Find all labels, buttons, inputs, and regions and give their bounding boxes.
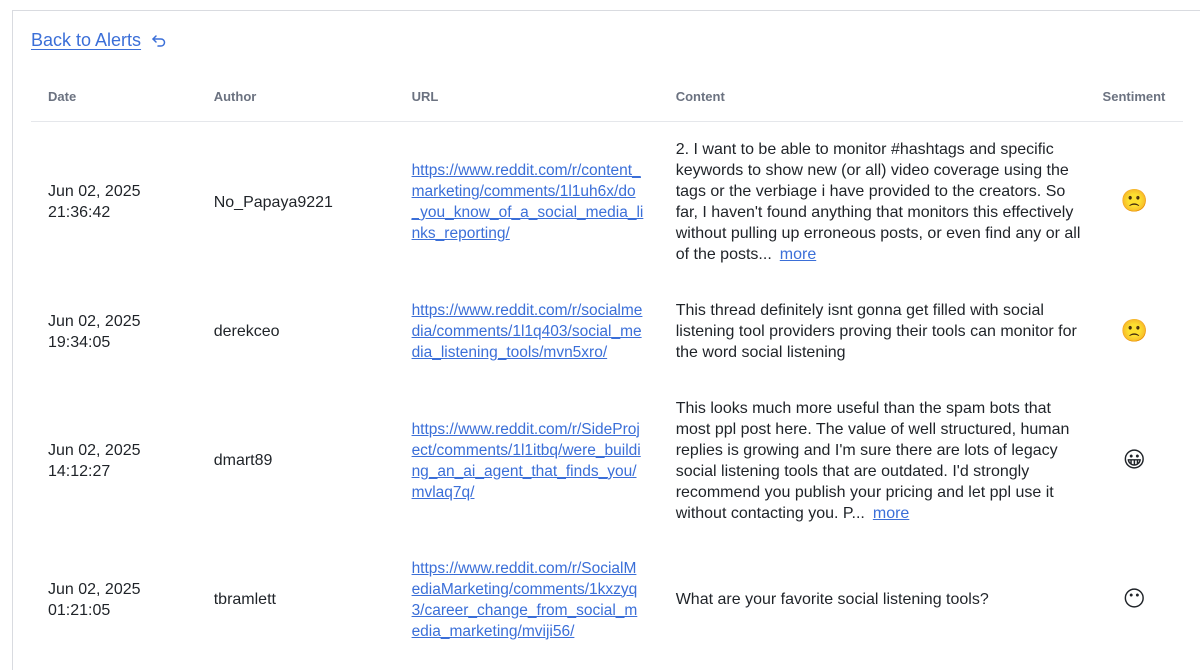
date-cell bbox=[31, 541, 197, 659]
sentiment-cell bbox=[1086, 541, 1183, 659]
author-cell: derekceo bbox=[213, 323, 280, 340]
content-cell bbox=[659, 381, 1086, 541]
back-to-alerts-label[interactable]: Back to Alerts bbox=[31, 30, 142, 50]
content-text: This thread definitely isnt gonna get filled with social listening tool providers proving their tools can monitor for the word social listening bbox=[675, 302, 1077, 361]
more-link[interactable]: more bbox=[872, 504, 910, 522]
date-time: 14:12:27 bbox=[48, 462, 111, 480]
sentiment-frown-icon: 🙁 bbox=[1120, 188, 1148, 214]
url-cell bbox=[395, 381, 659, 541]
more-link[interactable]: more bbox=[779, 246, 817, 264]
sentiment-grin-icon: 😀 bbox=[1122, 446, 1146, 472]
column-header-content: Content bbox=[659, 89, 1086, 122]
sentiment-frown-icon: 🙁 bbox=[1120, 317, 1148, 343]
url-cell bbox=[395, 541, 659, 659]
content-text: This looks much more useful than the spam bots that most ppl post here. The value of well structured, human replies is growing and I'm sure there are lots of legacy social listening tools that are outdated. I'd strongly recommend you publish your pricing and let ppl use it without contacting you. P... bbox=[675, 399, 1070, 522]
date-time: 01:21:05 bbox=[48, 601, 111, 619]
url-cell bbox=[395, 283, 659, 381]
content-text: 2. I want to be able to monitor #hashtags and specific keywords to show new (or all) video coverage using the tags or the verbiage i have provided to the creators. So far, I haven't found anything that monitors this effectively without pulling up erroneous posts, or even find any or all of the posts... bbox=[675, 141, 1081, 264]
date-day: Jun 02, 2025 bbox=[48, 441, 141, 459]
date-time: 19:34:05 bbox=[48, 333, 111, 351]
post-url-link[interactable]: https://www.reddit.com/r/socialmedia/comments/1l1q403/social_media_listening_tools/mvn5xro/ bbox=[411, 302, 643, 361]
column-header-date: Date bbox=[31, 89, 197, 122]
undo-arrow-icon bbox=[151, 33, 167, 49]
alert-detail-panel bbox=[12, 10, 1200, 670]
url-cell bbox=[395, 122, 659, 283]
table-row bbox=[31, 381, 1183, 541]
date-day: Jun 02, 2025 bbox=[48, 580, 141, 598]
post-url-link[interactable]: https://www.reddit.com/r/SocialMediaMarketing/comments/1kxzyq3/career_change_from_social_media_marketing/mviji56/ bbox=[411, 559, 638, 640]
post-url-link[interactable]: https://www.reddit.com/r/SideProject/comments/1l1itbq/were_building_an_ai_agent_that_finds_you/mvlaq7q/ bbox=[411, 420, 641, 501]
column-header-sentiment: Sentiment bbox=[1086, 89, 1183, 122]
date-cell bbox=[31, 381, 197, 541]
post-url-link[interactable]: https://www.reddit.com/r/content_marketing/comments/1l1uh6x/do_you_know_of_a_social_media_links_reporting/ bbox=[411, 162, 644, 243]
date-day: Jun 02, 2025 bbox=[48, 312, 141, 330]
content-cell bbox=[659, 541, 1086, 659]
table-header-row bbox=[31, 89, 1183, 122]
content-cell bbox=[659, 122, 1086, 283]
content-text: What are your favorite social listening tools? bbox=[675, 591, 989, 608]
sentiment-cell bbox=[1086, 283, 1183, 381]
sentiment-cell bbox=[1086, 381, 1183, 541]
date-cell bbox=[31, 283, 197, 381]
table-row bbox=[31, 122, 1183, 283]
date-time: 21:36:42 bbox=[48, 204, 111, 222]
date-day: Jun 02, 2025 bbox=[48, 183, 141, 201]
date-cell bbox=[31, 122, 197, 283]
author-cell: dmart89 bbox=[213, 452, 273, 469]
column-header-url: URL bbox=[395, 89, 659, 122]
back-to-alerts-link[interactable] bbox=[31, 30, 167, 51]
author-cell: tbramlett bbox=[213, 591, 276, 608]
table-row bbox=[31, 283, 1183, 381]
author-cell: No_Papaya9221 bbox=[213, 193, 333, 211]
table-row bbox=[31, 541, 1183, 659]
column-header-author: Author bbox=[197, 89, 395, 122]
content-cell bbox=[659, 283, 1086, 381]
sentiment-cell bbox=[1086, 122, 1183, 283]
sentiment-neutral-icon: 😶 bbox=[1122, 585, 1146, 611]
mentions-table bbox=[31, 89, 1183, 659]
